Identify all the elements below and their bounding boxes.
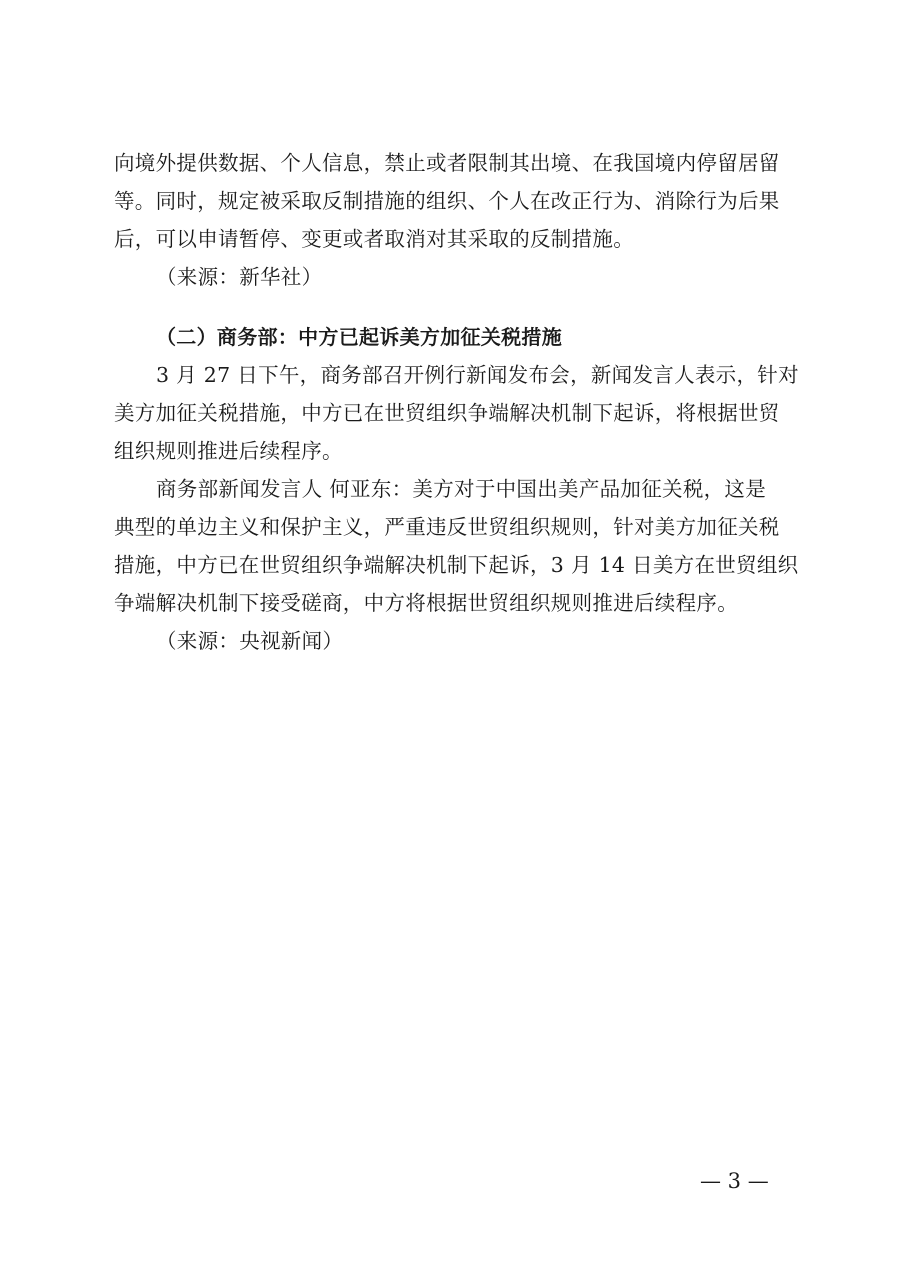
source-note: （来源：央视新闻） <box>156 629 344 653</box>
paragraph-line: 3 月 27 日下午，商务部召开例行新闻发布会，新闻发言人表示，针对 <box>156 363 799 387</box>
page-number: — 3 — <box>700 1169 769 1193</box>
paragraph-line: 向境外提供数据、个人信息，禁止或者限制其出境、在我国境内停留居留 <box>114 151 780 175</box>
document-body <box>114 144 799 660</box>
paragraph-line: 措施，中方已在世贸组织争端解决机制下起诉，3 月 14 日美方在世贸组织 <box>114 553 799 577</box>
paragraph-line: 争端解决机制下接受磋商，中方将根据世贸组织规则推进后续程序。 <box>114 591 738 615</box>
paragraph-line: 组织规则推进后续程序。 <box>114 439 343 463</box>
paragraph-line: 商务部新闻发言人 何亚东：美方对于中国出美产品加征关税，这是 <box>156 477 767 501</box>
paragraph-line: 后，可以申请暂停、变更或者取消对其采取的反制措施。 <box>114 227 634 251</box>
section-spacer <box>114 296 790 318</box>
paragraph-line: 等。同时，规定被采取反制措施的组织、个人在改正行为、消除行为后果 <box>114 189 780 213</box>
section-heading: （二）商务部：中方已起诉美方加征关税措施 <box>156 325 562 349</box>
paragraph-line: 美方加征关税措施，中方已在世贸组织争端解决机制下起诉，将根据世贸 <box>114 401 780 425</box>
paragraph-line: 典型的单边主义和保护主义，严重违反世贸组织规则，针对美方加征关税 <box>114 515 780 539</box>
source-note: （来源：新华社） <box>156 265 323 289</box>
